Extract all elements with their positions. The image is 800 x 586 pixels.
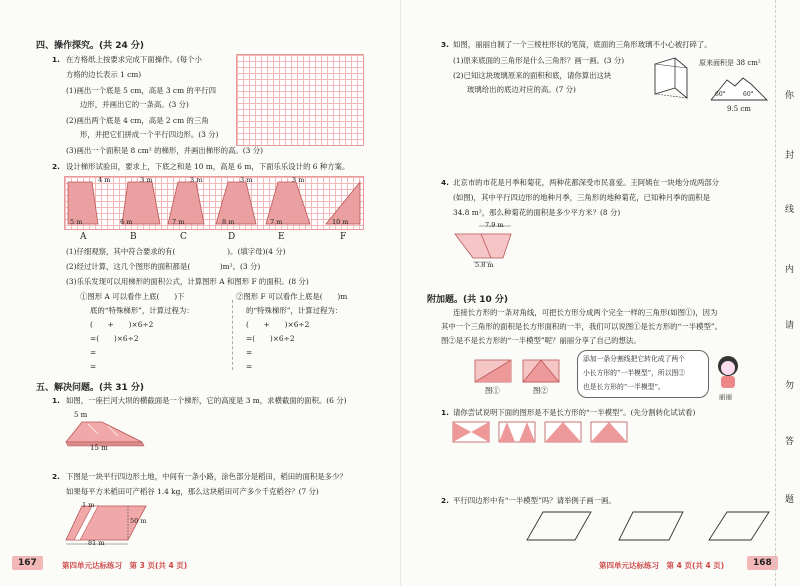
bonus-q1: 请你尝试说明下面的图形是不是长方形的“一半模型”。(先分割转化试试看) (453, 408, 696, 417)
q1-number: 1. (52, 55, 60, 64)
r-q3-b2: 玻璃给出的底边对应的高。(7 分) (467, 85, 576, 94)
q3-line1: 如图，一座拦河大坝的横截面是一个梯形，它的高度是 3 m，求横截面的面积。(6 分) (66, 396, 347, 405)
bonus-shapes (451, 420, 631, 444)
bonus-q2: 平行四边形中有“一半模型”吗？请举例子画一画。 (453, 496, 616, 505)
colA-6: = (90, 362, 97, 371)
section-4-title: 四、操作探究。(共 24 分) (36, 41, 145, 51)
q1-a-line1: (1)画出一个底是 5 cm，高是 3 cm 的平行四 (66, 86, 216, 95)
r-q3-a1: (1)原来底面的三角形是什么三角形？画一画。(3 分) (453, 56, 625, 65)
dim-bottom-f: 10 m (332, 218, 349, 226)
bonus-q1-number: 1. (441, 408, 449, 417)
side-char-7: 答 (785, 437, 795, 447)
q1-c-line1: (3)画出一个面积是 8 cm² 的梯形，并画出梯形的高。(3 分) (66, 146, 263, 155)
colB-2: 的“特殊梯形”，计算过程为： (246, 306, 343, 315)
figure-2-label: 图② (533, 386, 548, 395)
field-top-label: 1 m (82, 501, 95, 509)
dam-top-label: 5 m (74, 411, 88, 419)
label-d: D (228, 232, 236, 242)
girl-avatar (713, 352, 743, 392)
side-char-1: 你 (785, 91, 795, 101)
bonus-line3: 图②是不是长方形的“一半模型”呢？丽丽分享了自己的想法。 (441, 336, 641, 345)
q1-line2: 方格的边长表示 1 cm) (66, 70, 142, 79)
girl-name: 丽丽 (719, 393, 732, 401)
label-e: E (278, 232, 285, 242)
r-q3-number: 3. (441, 40, 449, 49)
side-char-6: 勿 (785, 381, 795, 391)
area-label: 原来面积是 38 cm² (699, 59, 761, 67)
angle-right: 60° (743, 91, 754, 98)
dim-bottom-c: 7 m (172, 218, 185, 226)
figure-1 (473, 358, 513, 384)
r-q4-number: 4. (441, 178, 449, 187)
footer-right: 第四单元达标练习 第 4 页(共 4 页) (599, 561, 725, 570)
r-q4-line1: 北京市的市花是月季和菊花，两种花都深受市民喜爱。王阿姨在一块地分成两部分 (453, 178, 720, 187)
q2-number: 2. (52, 162, 60, 171)
label-a: A (80, 232, 87, 242)
q2-part3: (3)乐乐发现可以用梯形的面积公式，计算图形 A 和图形 F 的面积。(8 分) (66, 277, 309, 286)
dim-top-d: 3 m (190, 176, 203, 184)
q1-b-line2: 形，并把它们拼成一个平行四边形。(3 分) (80, 130, 219, 139)
r-q4-line2: (如图)，其中平行四边形的地种月季，三角形的地种菊花，已知种月季的面积是 (453, 193, 711, 202)
page-number-right: 168 (747, 556, 778, 570)
q1-line1: 在方格纸上按要求完成下面操作。(每个小 (66, 55, 202, 64)
bubble-line3: 也是长方形的“一半模型”。 (583, 383, 665, 391)
r-q3-b1: (2)已知这块玻璃原来的面积和底，请你算出这块 (453, 71, 612, 80)
pen-holder-figure (647, 54, 693, 104)
colA-2: 底的“特殊梯形”，计算过程为： (90, 306, 194, 315)
field-bottom-label: 81 m (88, 539, 105, 547)
grid-paper[interactable] (236, 54, 364, 146)
page-number-left: 167 (12, 556, 43, 570)
dim-top-f: 3 m (292, 176, 305, 184)
side-char-4: 内 (785, 265, 795, 275)
base-label: 9.5 cm (727, 105, 751, 113)
label-b: B (130, 232, 137, 242)
garden-bottom-label: 5.8 m (475, 261, 494, 269)
label-c: C (180, 232, 187, 242)
dam-bottom-label: 15 m (90, 444, 108, 452)
column-divider (232, 300, 233, 370)
q4-line1: 下图是一块平行四边形土地，中间有一条小路，涂色部分是稻田，稻田的面积是多少？ (66, 472, 347, 481)
colA-5: = (90, 348, 97, 357)
colB-5: = (246, 348, 253, 357)
bubble-line2: 小长方形的“一半模型”，所以图② (583, 369, 686, 377)
side-char-3: 线 (785, 205, 795, 215)
dim-bottom-b: 6 m (120, 218, 133, 226)
bonus-q2-number: 2. (441, 496, 449, 505)
dim-top-c: 3 m (140, 176, 153, 184)
colB-1: ②图形 F 可以看作上底是( )m (236, 292, 348, 301)
field-side-label: 50 m (130, 517, 147, 525)
colB-3: ( + )×6÷2 (246, 320, 310, 329)
side-char-8: 题 (785, 495, 795, 505)
dim-top-b: 4 m (98, 176, 111, 184)
garden-top-label: 7.9 m (485, 221, 504, 229)
r-q4-line3: 34.8 m²，那么种菊花的面积是多少平方米？(8 分) (453, 208, 621, 217)
parallelograms (523, 508, 773, 544)
colB-4: =( )×6÷2 (246, 334, 295, 343)
colB-6: = (246, 362, 253, 371)
right-page (400, 0, 800, 586)
r-q3-line1: 如图，丽丽自制了一个三棱柱形状的笔筒，底面的三角形玻璃不小心被打碎了。 (453, 40, 712, 49)
figure-1-label: 图① (485, 386, 500, 395)
colA-3: ( + )×6÷2 (90, 320, 154, 329)
dim-top-e: 3 m (240, 176, 253, 184)
q1-b-line1: (2)画出两个底是 4 cm，高是 2 cm 的三角 (66, 116, 209, 125)
dim-bottom-e: 7 m (270, 218, 283, 226)
colA-4: =( )×6÷2 (90, 334, 139, 343)
bonus-line2: 其中一个三角形的面积是长方形面积的一半，我们可以说图①是长方形的“一半模型”。 (441, 322, 723, 331)
bubble-line1: 添加一条分割线把它转化成了两个 (583, 355, 685, 363)
label-f: F (340, 232, 347, 242)
bonus-title: 附加题。(共 10 分) (427, 295, 509, 305)
dim-bottom-a: 5 m (70, 218, 83, 226)
angle-left: 60° (715, 91, 726, 98)
dim-bottom-d: 8 m (222, 218, 235, 226)
side-char-5: 请 (785, 321, 795, 331)
q4-line2: 如果每平方米稻田可产稻谷 1.4 kg，那么这块稻田可产多少千克稻谷？(7 分) (66, 487, 319, 496)
side-char-2: 封 (785, 151, 795, 161)
section-5-title: 五、解决问题。(共 31 分) (36, 383, 145, 393)
figure-2 (521, 358, 561, 384)
q2-part1: (1)仔细观察，其中符合要求的有( )。(填字母)(4 分) (66, 247, 286, 256)
footer-left: 第四单元达标练习 第 3 页(共 4 页) (62, 561, 188, 570)
q1-a-line2: 边形，并画出它的一条高。(3 分) (80, 100, 189, 109)
q2-part2: (2)经过计算，这几个图形的面积都是( )m²。(3 分) (66, 262, 261, 271)
q3-number: 1. (52, 396, 60, 405)
q2-line1: 设计梯形试验田，要求上，下底之和是 10 m，高是 6 m，下面乐乐设计的 6 种方案。 (66, 162, 350, 171)
q4-number: 2. (52, 472, 60, 481)
colA-1: ①图形 A 可以看作上底( )下 (80, 292, 185, 301)
bonus-line1: 连接长方形的一条对角线，可把长方形分成两个完全一样的三角形(如图①)，因为 (453, 308, 718, 317)
